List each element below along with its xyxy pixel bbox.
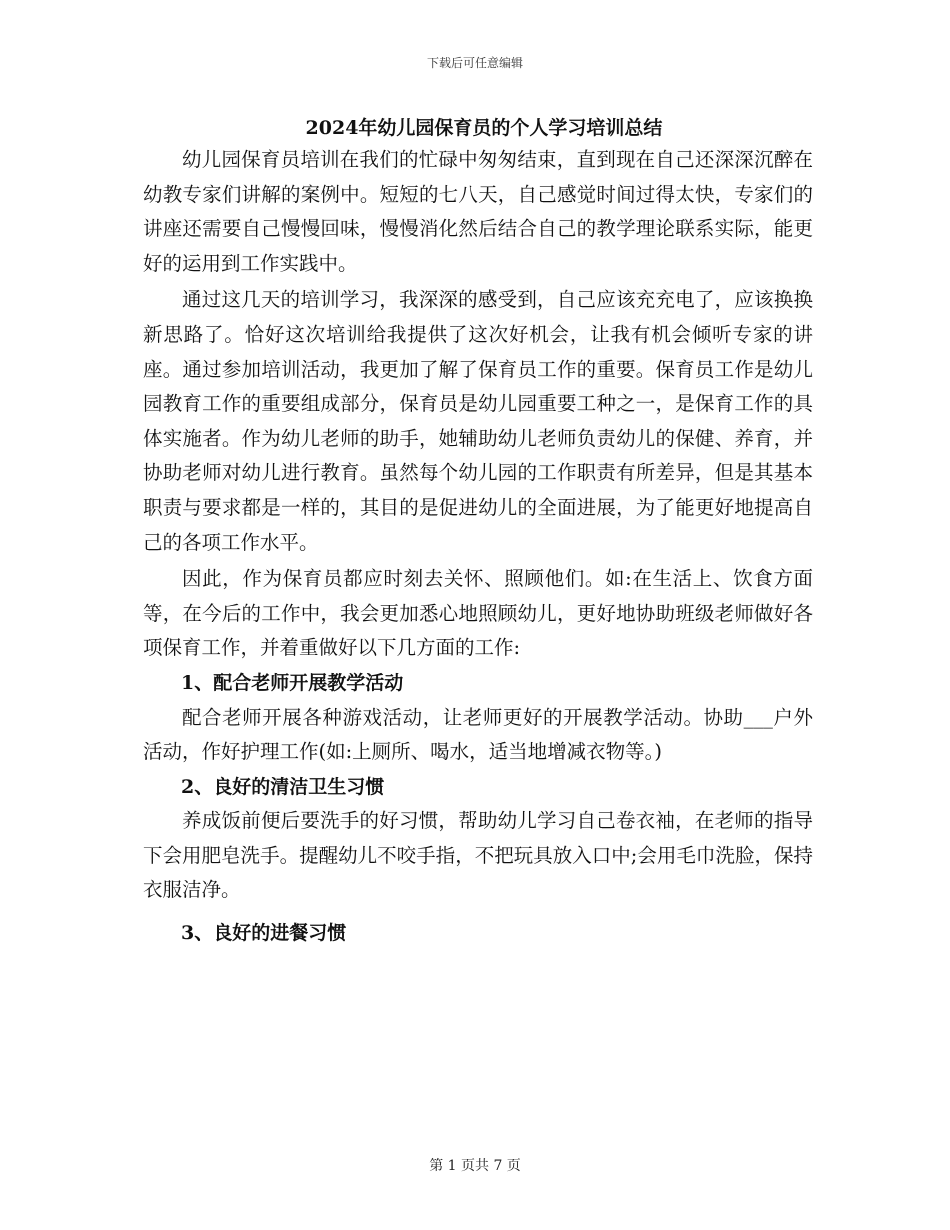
header-note: 下载后可任意编辑 bbox=[426, 56, 523, 70]
paragraph-1: 幼儿园保育员培训在我们的忙碌中匆匆结束，直到现在自己还深深沉醉在幼教专家们讲解的案例中。短短的七八天，自己感觉时间过得太快，专家们的讲座还需要自己慢慢回味，慢慢消化然后结合自己的教学理论联系实际，能更好的运用到工作实践中。 bbox=[143, 148, 813, 275]
document-body bbox=[143, 113, 813, 951]
section-heading-3: 3、良好的进餐习惯 bbox=[181, 922, 347, 945]
section-text-2: 养成饭前便后要洗手的好习惯，帮助幼儿学习自己卷衣袖，在老师的指导下会用肥皂洗手。提醒幼儿不咬手指，不把玩具放入口中;会用毛巾洗脸，保持衣服洁净。 bbox=[143, 809, 813, 902]
page-number-footer: 第 1 页共 7 页 bbox=[429, 1158, 521, 1174]
section-text-1: 配合老师开展各种游戏活动，让老师更好的开展教学活动。协助___户外活动，作好护理工作(如:上厕所、喝水，适当地增减衣物等。) bbox=[143, 705, 813, 764]
document-title: 2024年幼儿园保育员的个人学习培训总结 bbox=[305, 117, 663, 139]
paragraph-2: 通过这几天的培训学习，我深深的感受到，自己应该充充电了，应该换换新思路了。恰好这次培训给我提供了这次好机会，让我有机会倾听专家的讲座。通过参加培训活动，我更加了解了保育员工作的重要。保育员工作是幼儿园教育工作的重要组成部分，保育员是幼儿园重要工种之一，是保育工作的具体实施者。作为幼儿老师的助手，她辅助幼儿老师负责幼儿的保健、养育，并协助老师对幼儿进行教育。虽然每个幼儿园的工作职责有所差异，但是其基本职责与要求都是一样的，其目的是促进幼儿的全面进展，为了能更好地提高自己的各项工作水平。 bbox=[143, 288, 813, 554]
section-heading-1: 1、配合老师开展教学活动 bbox=[181, 671, 404, 694]
paragraph-3: 因此，作为保育员都应时刻去关怀、照顾他们。如:在生活上、饮食方面等，在今后的工作中，我会更加悉心地照顾幼儿，更好地协助班级老师做好各项保育工作，并着重做好以下几方面的工作: bbox=[143, 567, 813, 660]
section-heading-2: 2、良好的清洁卫生习惯 bbox=[181, 775, 385, 798]
